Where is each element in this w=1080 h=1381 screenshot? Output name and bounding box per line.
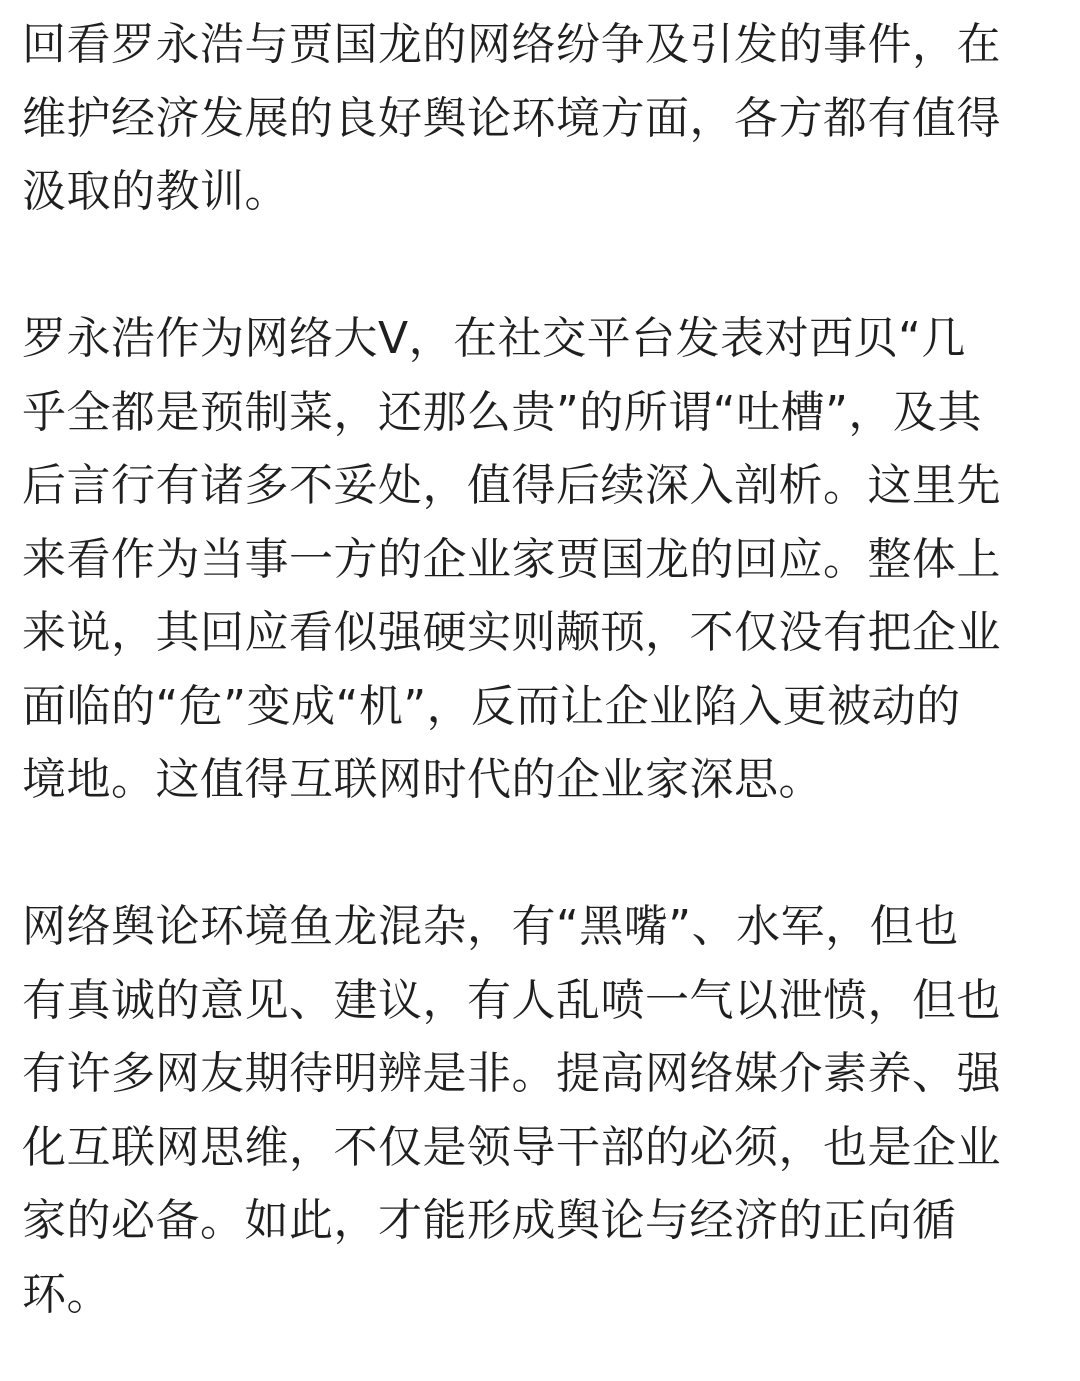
article-body [22, 8, 1058, 1331]
text-line: 家的必备。如此，才能形成舆论与经济的正向循 [22, 1195, 957, 1246]
text-line: 环。 [22, 1268, 111, 1320]
paragraph-gap [22, 817, 1058, 891]
text-line: 维护经济发展的良好舆论环境方面，各方都有值得 [22, 92, 1001, 144]
text-line: 化互联网思维，不仅是领导干部的必须，也是企业 [22, 1121, 1001, 1173]
text-line: 有许多网友期待明辨是非。提高网络媒介素养、强 [22, 1048, 1001, 1099]
text-line: 有真诚的意见、建议，有人乱喷一气以泄愤，但也 [22, 974, 1001, 1026]
text-line: 来看作为当事一方的企业家贾国龙的回应。整体上 [22, 533, 1001, 585]
text-line: 罗永浩作为网络大V，在社交平台发表对西贝“几 [22, 313, 966, 364]
text-line: 乎全都是预制菜，还那么贵”的所谓“吐槽”，及其 [22, 386, 982, 438]
text-line: 汲取的教训。 [22, 166, 289, 217]
text-line: 面临的“危”变成“机”，反而让企业陷入更被动的 [22, 680, 961, 732]
paragraph-gap [22, 229, 1058, 303]
text-line: 网络舆论环境鱼龙混杂，有“黑嘴”、水军，但也 [22, 901, 959, 952]
text-line: 后言行有诸多不妥处，值得后续深入剖析。这里先 [22, 460, 1001, 511]
text-line: 来说，其回应看似强硬实则颟顸，不仅没有把企业 [22, 607, 1001, 658]
text-line: 境地。这值得互联网时代的企业家深思。 [22, 754, 823, 805]
paragraph-3 [22, 890, 1058, 1331]
paragraph-2 [22, 302, 1058, 817]
paragraph-1 [22, 8, 1058, 229]
text-line: 回看罗永浩与贾国龙的网络纷争及引发的事件，在 [22, 19, 1001, 70]
